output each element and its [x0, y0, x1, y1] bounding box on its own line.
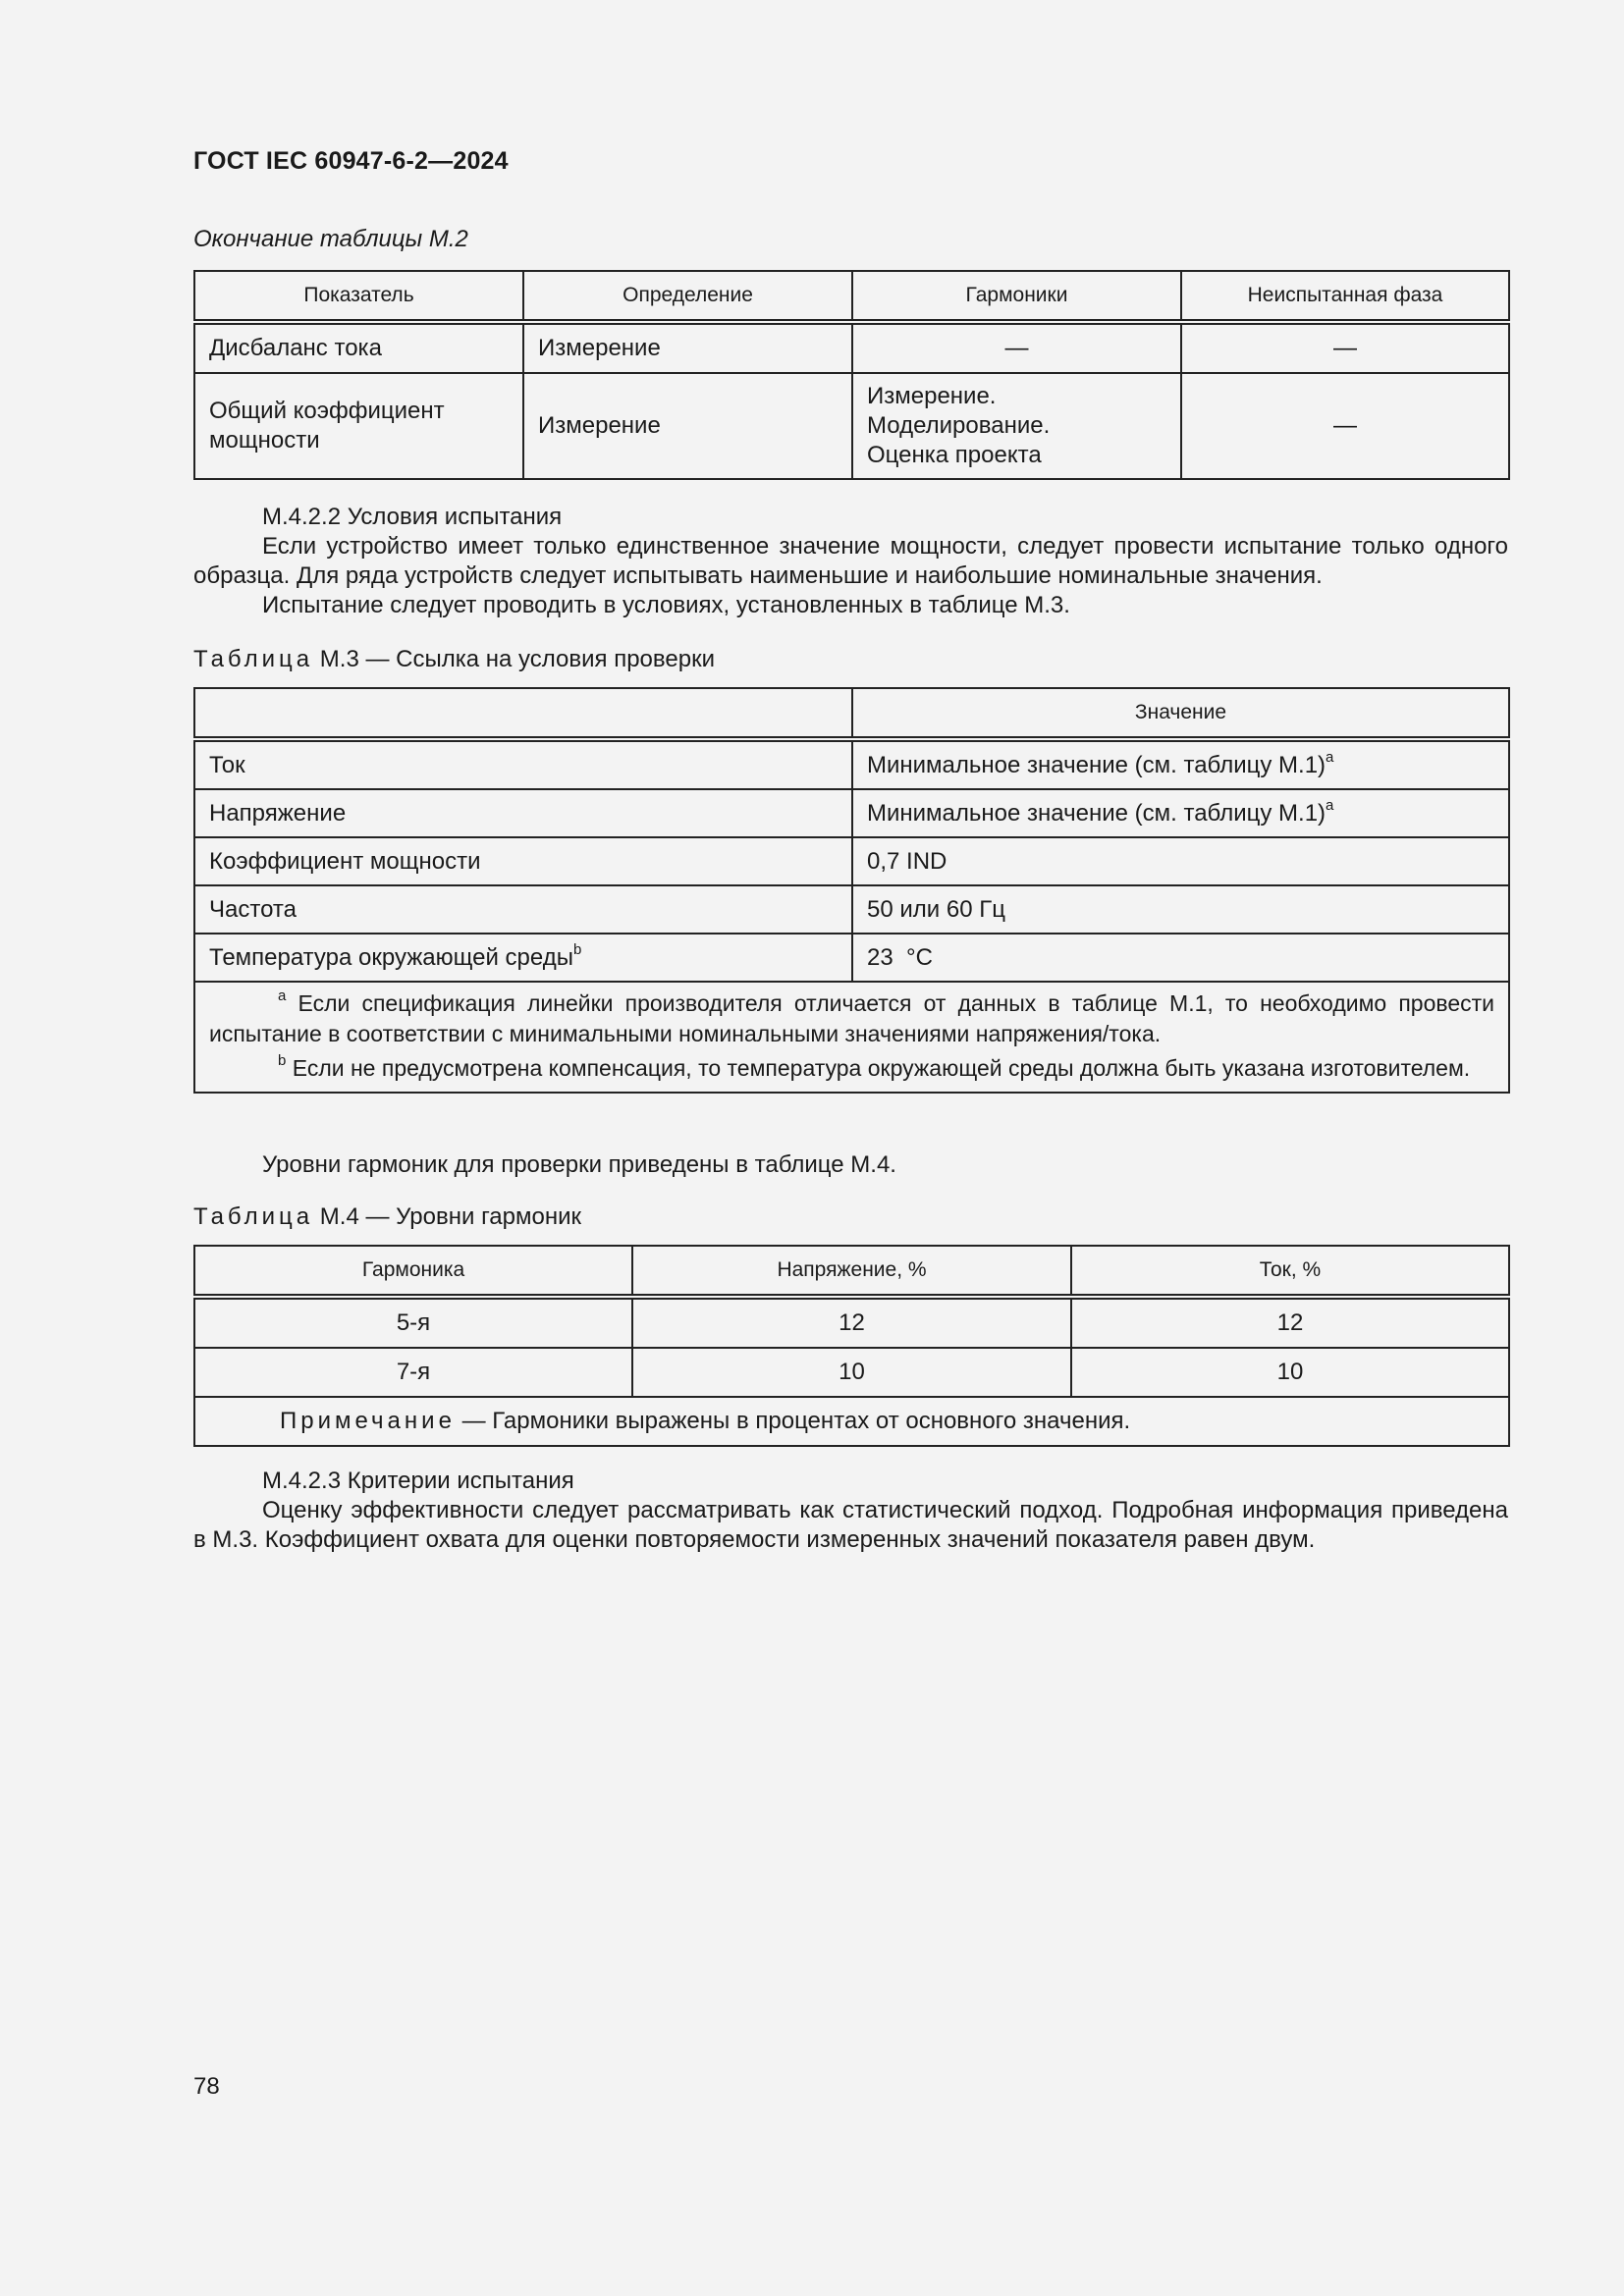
paragraph: Испытание следует проводить в условиях, установленных в таблице М.3. [262, 592, 1070, 618]
footnote-mark: a [1326, 796, 1334, 814]
section-heading: М.4.2.3 Критерии испытания [262, 1468, 574, 1494]
table-cell: Минимальное значение (см. таблицу М.1)$^a$ [852, 789, 1509, 837]
table-header-cell: Гармоника [194, 1246, 632, 1297]
table-m3 [193, 687, 1510, 1094]
footnote-mark: a [1326, 748, 1334, 766]
table-cell: — [852, 322, 1181, 373]
table-note-row [194, 1397, 1509, 1446]
table-row [194, 322, 1509, 373]
table-cell: 23 °C [852, 934, 1509, 982]
paragraph: Если устройство имеет только единственное значение мощности, следует провести испытание только одного образца. Для ряда устройств следует испытывать наименьшие и наибольшие номинальные значения. [193, 533, 1508, 589]
table-m2 [193, 270, 1510, 480]
table-header-cell: Определение [523, 271, 852, 322]
table-cell: 10 [632, 1348, 1071, 1397]
table-footnotes [194, 982, 1509, 1093]
table-header-row [194, 1246, 1509, 1297]
table-m4-caption [193, 1203, 581, 1231]
table-cell: 0,7 IND [852, 837, 1509, 885]
page-number: 78 [193, 2073, 220, 2100]
table-cell: Измерение [523, 322, 852, 373]
table-header-cell [194, 688, 852, 739]
table-header-cell: Гармоники [852, 271, 1181, 322]
table-cell: 7-я [194, 1348, 632, 1397]
table-cell: Напряжение [194, 789, 852, 837]
table-m2-caption: Окончание таблицы М.2 [193, 226, 468, 252]
table-cell: 5-я [194, 1297, 632, 1348]
paragraph: Уровни гармоник для проверки приведены в таблице М.4. [262, 1151, 896, 1178]
table-label: Таблица [193, 1203, 314, 1230]
table-cell: Коэффициент мощности [194, 837, 852, 885]
table-m3-caption [193, 646, 715, 673]
table-note [194, 1397, 1509, 1446]
paragraph: Оценку эффективности следует рассматривать как статистический подход. Подробная информация приведена в М.3. Коэффициент охвата для оценки повторяемости измеренных значений показателя равен двум. [193, 1497, 1508, 1553]
note-text: — Гармоники выражены в процентах от основного значения. [455, 1408, 1131, 1434]
table-cell: Ток [194, 739, 852, 789]
table-row [194, 934, 1509, 982]
table-cell: Температура окружающей среды$^b$ [194, 934, 852, 982]
footnote-b: $^b$ Если не предусмотрена компенсация, то температура окружающей среды должна быть указана изготовителем. [278, 1052, 1471, 1081]
table-row [194, 1297, 1509, 1348]
section-heading: М.4.2.2 Условия испытания [262, 504, 563, 530]
table-header-cell: Ток, % [1071, 1246, 1509, 1297]
table-cell: — [1181, 373, 1509, 479]
table-label: Таблица [193, 646, 314, 672]
table-cell: Измерение. Моделирование. Оценка проекта [852, 373, 1181, 479]
table-cell: 12 [1071, 1297, 1509, 1348]
table-cell: 12 [632, 1297, 1071, 1348]
table-cell: 50 или 60 Гц [852, 885, 1509, 934]
table-row [194, 885, 1509, 934]
table-cell: Минимальное значение (см. таблицу М.1)$^a$ [852, 739, 1509, 789]
table-footnotes-row [194, 982, 1509, 1093]
table-cell: Общий коэффициент мощности [194, 373, 523, 479]
table-header-cell: Показатель [194, 271, 523, 322]
table-header-row [194, 271, 1509, 322]
table-header-row [194, 688, 1509, 739]
table-row [194, 373, 1509, 479]
table-header-cell: Напряжение, % [632, 1246, 1071, 1297]
table-row [194, 739, 1509, 789]
table-cell: — [1181, 322, 1509, 373]
table-m4 [193, 1245, 1510, 1447]
footnote-mark: b [572, 940, 582, 958]
note-label: Примечание [280, 1408, 456, 1434]
table-cell: Частота [194, 885, 852, 934]
document-title: ГОСТ IEC 60947-6-2—2024 [193, 147, 509, 175]
table-header-cell: Неиспытанная фаза [1181, 271, 1509, 322]
table-row [194, 789, 1509, 837]
table-cell: Измерение [523, 373, 852, 479]
table-title: М.3 — Ссылка на условия проверки [319, 646, 715, 672]
table-row [194, 1348, 1509, 1397]
table-title: М.4 — Уровни гармоник [319, 1203, 581, 1230]
table-row [194, 837, 1509, 885]
table-cell: 10 [1071, 1348, 1509, 1397]
table-header-cell: Значение [852, 688, 1509, 739]
table-cell: Дисбаланс тока [194, 322, 523, 373]
footnote-a: $^a$ Если спецификация линейки производителя отличается от данных в таблице М.1, то необходимо провести испытание в соответствии с минимальными номинальными значениями напряжения/тока. [209, 988, 1494, 1046]
